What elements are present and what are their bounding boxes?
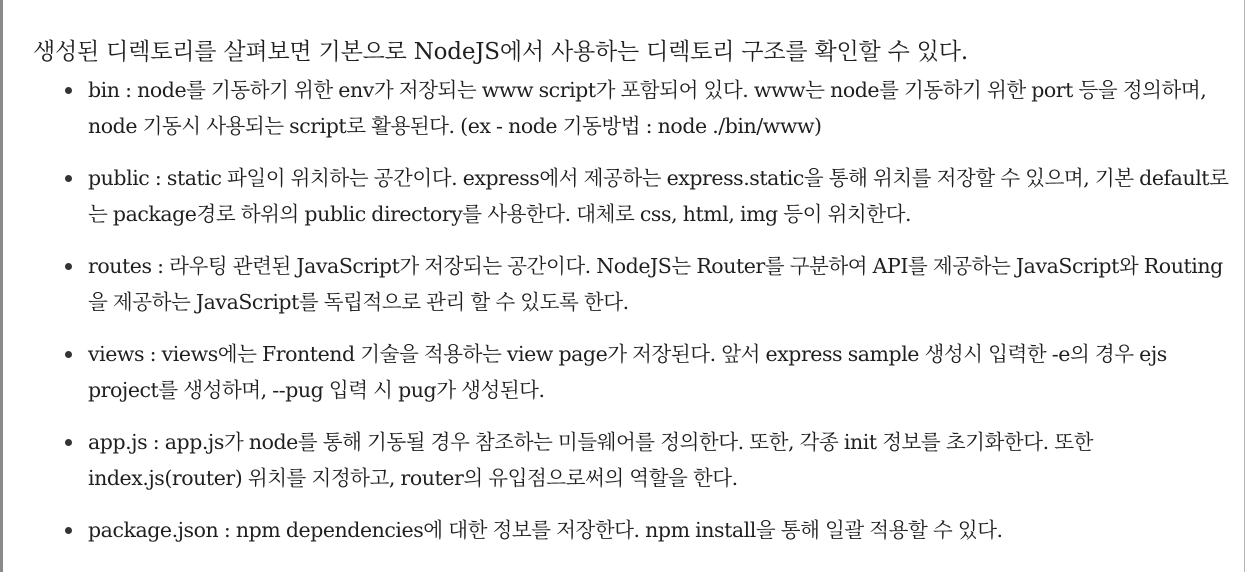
document-content — [33, 34, 1238, 564]
list-item-routes — [33, 248, 1238, 320]
list-item-app-js — [33, 424, 1238, 496]
list-item-text: public : static 파일이 위치하는 공간이다. express에서 제공하는 express.static을 통해 위치를 저장할 수 있으며, 기본 default로는 package경로 하위의 public directory를 사용한다. 대체로 css, html, img 등이 위치한다. — [88, 166, 1229, 226]
list-item-text: views : views에는 Frontend 기술을 적용하는 view page가 저장된다. 앞서 express sample 생성시 입력한 -e의 경우 ejs project를 생성하며, --pug 입력 시 pug가 생성된다. — [88, 342, 1167, 402]
bullet-icon — [65, 527, 72, 534]
list-item-public — [33, 160, 1238, 232]
bullet-icon — [65, 439, 72, 446]
intro-paragraph: 생성된 디렉토리를 살펴보면 기본으로 NodeJS에서 사용하는 디렉토리 구조를 확인할 수 있다. — [33, 39, 968, 65]
list-item-package-json — [33, 512, 1238, 548]
list-item-views — [33, 336, 1238, 408]
list-item-text: routes : 라우팅 관련된 JavaScript가 저장되는 공간이다. NodeJS는 Router를 구분하여 API를 제공하는 JavaScript와 Routing을 제공하는 JavaScript를 독립적으로 관리 할 수 있도록 한다. — [88, 254, 1223, 314]
list-item-text: app.js : app.js가 node를 통해 기동될 경우 참조하는 미들웨어를 정의한다. 또한, 각종 init 정보를 초기화한다. 또한 index.js(router) 위치를 지정하고, router의 유입점으로써의 역할을 한다. — [88, 430, 1093, 490]
bullet-icon — [65, 351, 72, 358]
list-item-text: bin : node를 기동하기 위한 env가 저장되는 www script가 포함되어 있다. www는 node를 기동하기 위한 port 등을 정의하며, node 기동시 사용되는 script로 활용된다. (ex - node 기동방법 : node ./bin/www) — [88, 78, 1207, 138]
list-item-bin — [33, 72, 1238, 144]
list-item-text: package.json : npm dependencies에 대한 정보를 저장한다. npm install을 통해 일괄 적용할 수 있다. — [88, 518, 1003, 542]
bullet-icon — [65, 263, 72, 270]
directory-list — [33, 72, 1238, 548]
bullet-icon — [65, 87, 72, 94]
bullet-icon — [65, 175, 72, 182]
